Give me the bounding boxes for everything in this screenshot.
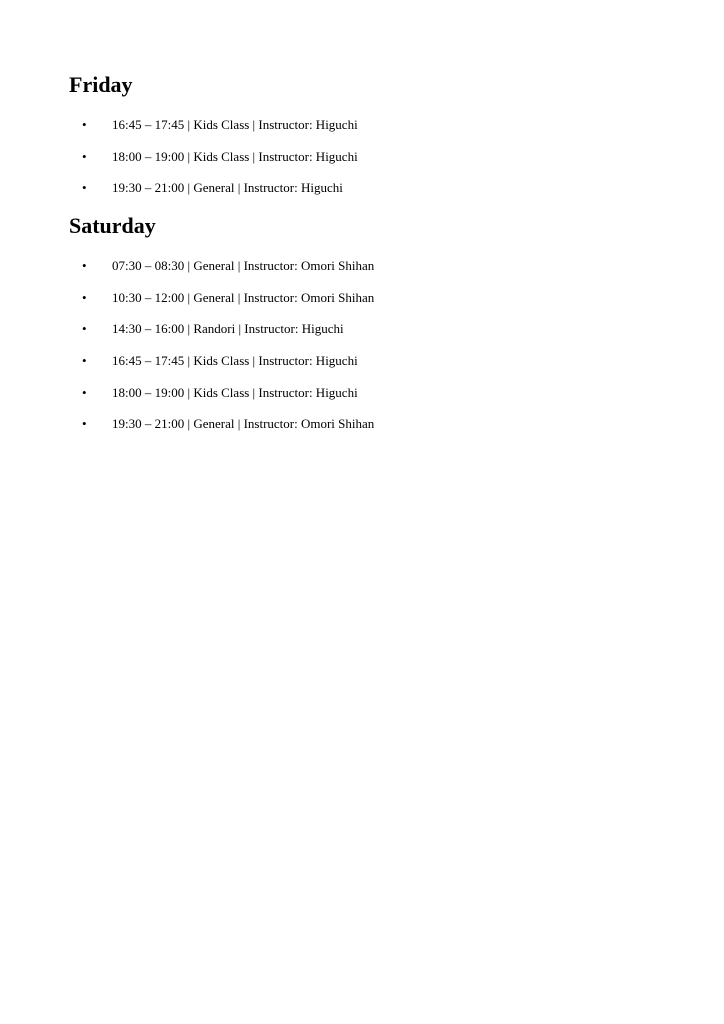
session-text: 14:30 – 16:00 | Randori | Instructor: Higuchi	[112, 321, 344, 337]
bullet-icon: •	[82, 416, 87, 432]
list-item	[69, 141, 669, 173]
list-item	[69, 408, 669, 440]
day-heading: Friday	[69, 72, 133, 97]
session-list	[69, 109, 669, 204]
list-item	[69, 313, 669, 345]
bullet-icon: •	[82, 117, 87, 133]
session-list	[69, 250, 669, 440]
session-text: 18:00 – 19:00 | Kids Class | Instructor: Higuchi	[112, 384, 358, 400]
session-text: 16:45 – 17:45 | Kids Class | Instructor: Higuchi	[112, 117, 358, 133]
list-item	[69, 172, 669, 204]
session-text: 19:30 – 21:00 | General | Instructor: Higuchi	[112, 180, 343, 196]
bullet-icon: •	[82, 289, 87, 305]
day-heading: Saturday	[69, 213, 156, 238]
session-text: 07:30 – 08:30 | General | Instructor: Omori Shihan	[112, 258, 375, 274]
bullet-icon: •	[82, 353, 87, 369]
list-item	[69, 345, 669, 377]
day-section-saturday	[69, 213, 669, 440]
bullet-icon: •	[82, 384, 87, 400]
session-text: 16:45 – 17:45 | Kids Class | Instructor: Higuchi	[112, 353, 358, 369]
bullet-icon: •	[82, 148, 87, 164]
session-text: 18:00 – 19:00 | Kids Class | Instructor: Higuchi	[112, 148, 358, 164]
bullet-icon: •	[82, 321, 87, 337]
session-text: 10:30 – 12:00 | General | Instructor: Omori Shihan	[112, 289, 375, 305]
bullet-icon: •	[82, 180, 87, 196]
bullet-icon: •	[82, 258, 87, 274]
list-item	[69, 250, 669, 282]
day-section-friday	[69, 72, 669, 204]
list-item	[69, 109, 669, 141]
list-item	[69, 376, 669, 408]
list-item	[69, 282, 669, 314]
session-text: 19:30 – 21:00 | General | Instructor: Omori Shihan	[112, 416, 375, 432]
